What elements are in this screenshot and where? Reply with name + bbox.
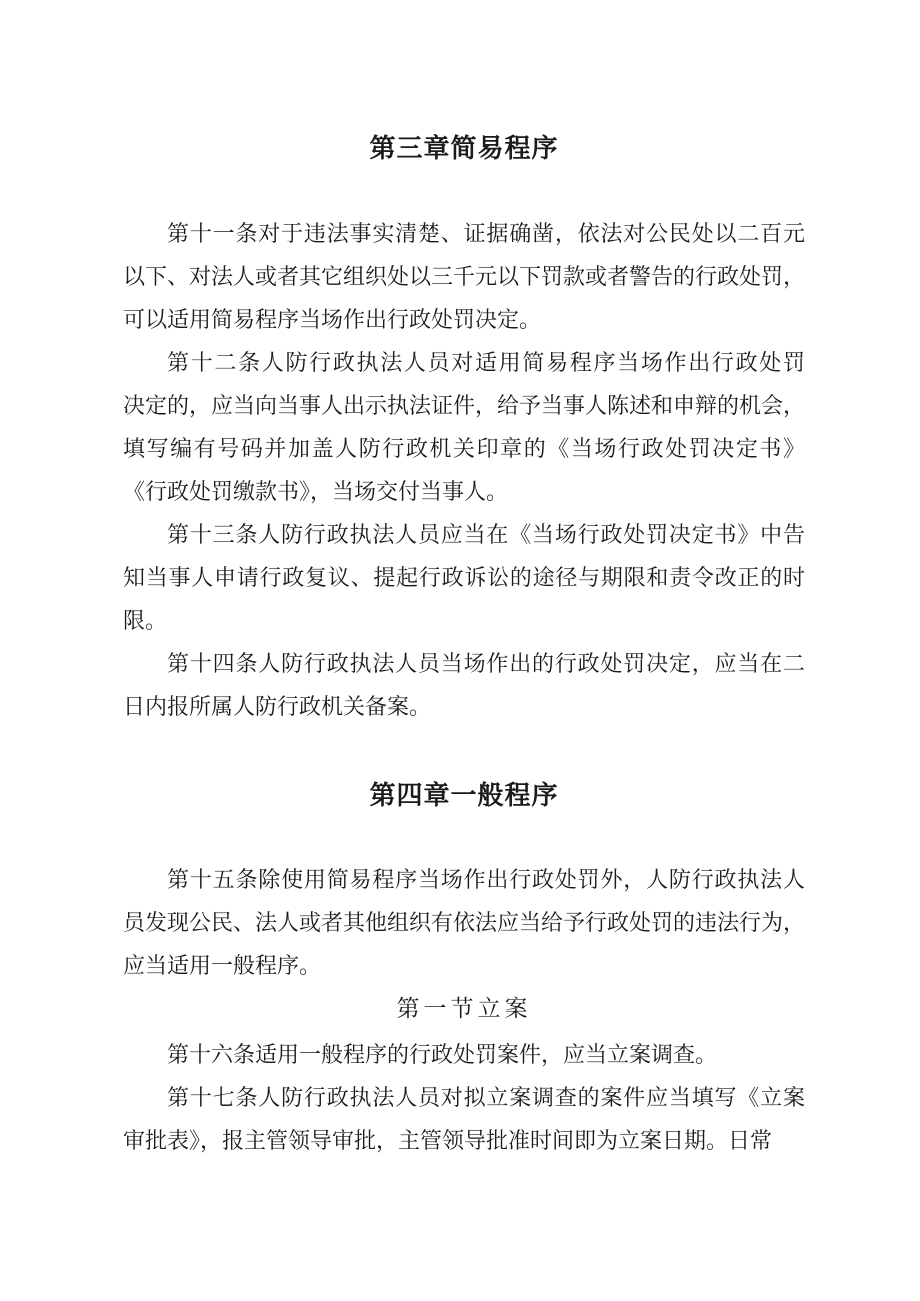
text-line: 《行政处罚缴款书》，当场交付当事人。 — [123, 480, 509, 505]
text-line: 第十二条人防行政执法人员对适用简易程序当场作出行政处罚 — [167, 351, 805, 376]
text-line: 决定的，应当向当事人出示执法证件，给予当事人陈述和申辩的机会， — [123, 394, 806, 419]
article-14 — [123, 643, 805, 729]
article-11 — [123, 213, 805, 342]
text-line: 应当适用一般程序。 — [123, 954, 322, 979]
text-line: 知当事人申请行政复议、提起行政诉讼的途径与期限和责令改正的时 — [123, 566, 805, 591]
section-1-heading: 第一节立案 — [396, 996, 532, 1022]
text-line: 审批表》，报主管领导审批，主管领导批准时间即为立案日期。日常 — [123, 1129, 773, 1154]
chapter-4-heading: 第四章一般程序 — [369, 781, 559, 811]
text-line: 填写编有号码并加盖人防行政机关印章的《当场行政处罚决定书》 — [123, 437, 805, 462]
article-17 — [123, 1077, 805, 1163]
text-line: 第十七条人防行政执法人员对拟立案调查的案件应当填写《立案 — [167, 1086, 805, 1111]
text-line: 日内报所属人防行政机关备案。 — [123, 695, 432, 720]
text-line: 第十六条适用一般程序的行政处罚案件，应当立案调查。 — [167, 1043, 718, 1068]
text-line: 第十一条对于违法事实清楚、证据确凿，依法对公民处以二百元 — [167, 222, 805, 247]
text-line: 可以适用简易程序当场作出行政处罚决定。 — [123, 308, 542, 333]
text-line: 限。 — [123, 609, 168, 634]
text-line: 第十五条除使用简易程序当场作出行政处罚外，人防行政执法人 — [167, 868, 805, 893]
text-line: 第十四条人防行政执法人员当场作出的行政处罚决定，应当在二 — [167, 652, 805, 677]
chapter-3-heading: 第三章简易程序 — [369, 134, 559, 164]
article-12 — [123, 342, 805, 514]
article-13 — [123, 514, 805, 643]
text-line: 以下、对法人或者其它组织处以三千元以下罚款或者警告的行政处罚， — [123, 265, 806, 290]
text-line: 第十三条人防行政执法人员应当在《当场行政处罚决定书》中告 — [167, 523, 805, 548]
article-15 — [123, 859, 805, 988]
article-16 — [123, 1034, 805, 1077]
text-line: 员发现公民、法人或者其他组织有依法应当给予行政处罚的违法行为， — [123, 911, 806, 936]
